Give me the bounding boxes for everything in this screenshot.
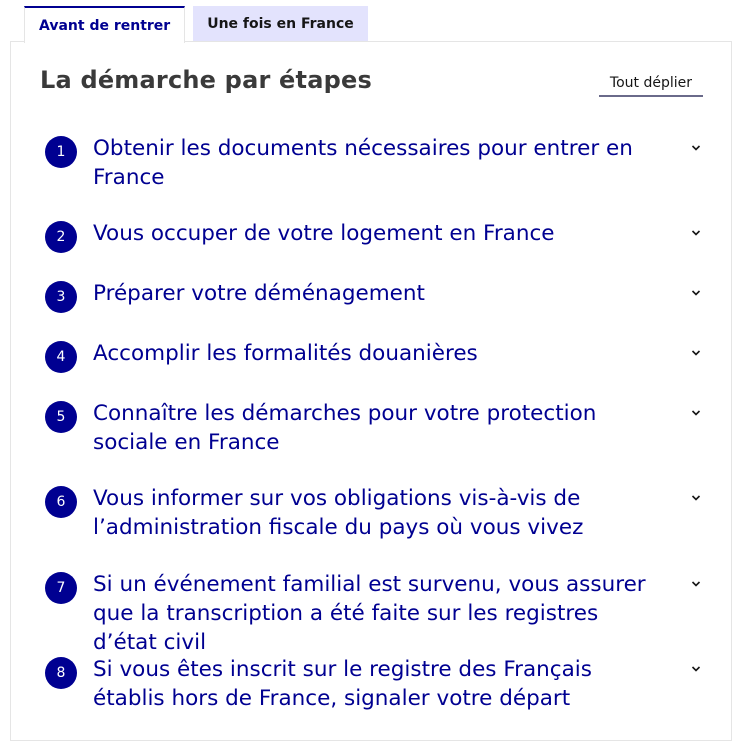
- tab-panel: [10, 41, 732, 741]
- step-number-badge: 1: [45, 136, 77, 168]
- step-number-badge: 2: [45, 221, 77, 253]
- step-number-badge: 6: [45, 486, 77, 518]
- step-item[interactable]: [45, 655, 705, 713]
- step-label: Vous informer sur vos obligations vis-à-vis de l’administration fiscale du pays où vous vivez: [93, 486, 584, 540]
- step-item[interactable]: [45, 279, 705, 313]
- step-label: Si un événement familial est survenu, vous assurer que la transcription a été faite sur les registres d’état civil: [93, 572, 646, 655]
- chevron-down-icon[interactable]: [687, 575, 705, 593]
- step-label: Si vous êtes inscrit sur le registre des Français établis hors de France, signaler votre départ: [93, 657, 592, 711]
- tab-avant-de-rentrer[interactable]: Avant de rentrer: [24, 6, 185, 43]
- chevron-down-icon[interactable]: [687, 404, 705, 422]
- step-label: Préparer votre déménagement: [93, 281, 425, 306]
- chevron-down-icon[interactable]: [687, 284, 705, 302]
- step-label: Obtenir les documents nécessaires pour entrer en France: [93, 136, 633, 190]
- section-title: La démarche par étapes: [40, 66, 372, 94]
- chevron-down-icon[interactable]: [687, 139, 705, 157]
- tab-list: [24, 6, 368, 42]
- step-label: Accomplir les formalités douanières: [93, 341, 478, 366]
- step-label: Vous occuper de votre logement en France: [93, 221, 555, 246]
- step-number-badge: 4: [45, 341, 77, 373]
- step-item[interactable]: [45, 399, 705, 457]
- chevron-down-icon[interactable]: [687, 344, 705, 362]
- step-number-badge: 3: [45, 281, 77, 313]
- step-item[interactable]: [45, 339, 705, 373]
- step-item[interactable]: [45, 219, 705, 253]
- step-number-badge: 7: [45, 572, 77, 604]
- step-number-badge: 5: [45, 401, 77, 433]
- step-item[interactable]: [45, 484, 705, 542]
- expand-all-button[interactable]: Tout déplier: [599, 75, 703, 97]
- step-number-badge: 8: [45, 657, 77, 689]
- step-item[interactable]: [45, 570, 705, 657]
- chevron-down-icon[interactable]: [687, 660, 705, 678]
- step-item[interactable]: [45, 134, 705, 192]
- chevron-down-icon[interactable]: [687, 489, 705, 507]
- tab-une-fois-en-france[interactable]: Une fois en France: [193, 6, 368, 42]
- chevron-down-icon[interactable]: [687, 224, 705, 242]
- step-label: Connaître les démarches pour votre protection sociale en France: [93, 401, 597, 455]
